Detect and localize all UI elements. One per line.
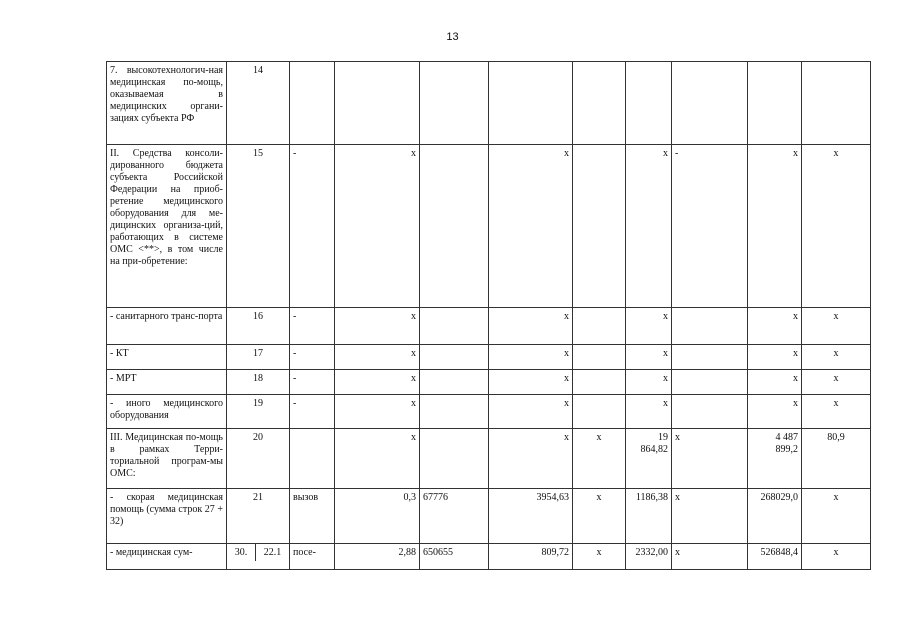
- value-cell-c11: х: [802, 489, 871, 544]
- row-number-cell: 15: [227, 145, 290, 308]
- unit-cell: посе-: [290, 544, 335, 570]
- value-cell-c5: [420, 370, 489, 395]
- value-cell-c6: 809,72: [489, 544, 573, 570]
- table-row: [107, 544, 871, 570]
- value-cell-c5: [420, 308, 489, 345]
- table-row: [107, 489, 871, 544]
- value-cell-c5: 650655: [420, 544, 489, 570]
- financing-table: [106, 61, 871, 570]
- value-cell-c7: х: [573, 489, 626, 544]
- value-cell-c10: х: [748, 345, 802, 370]
- value-cell-c8: 19 864,82: [626, 429, 672, 489]
- table-row: [107, 62, 871, 145]
- value-cell-c9: [672, 395, 748, 429]
- value-cell-c4: х: [335, 345, 420, 370]
- row-description: - КТ: [107, 345, 227, 370]
- value-cell-c6: х: [489, 429, 573, 489]
- row-number: 22.1: [263, 547, 282, 558]
- value-cell-c9: [672, 370, 748, 395]
- value-cell-c7: [573, 395, 626, 429]
- value-cell-c11: х: [802, 345, 871, 370]
- table-row: [107, 145, 871, 308]
- value-cell-c4: 2,88: [335, 544, 420, 570]
- value-cell-c10: 526848,4: [748, 544, 802, 570]
- unit-cell: вызов: [290, 489, 335, 544]
- value-cell-c6: [489, 62, 573, 145]
- value-cell-c4: х: [335, 145, 420, 308]
- value-cell-c9: -: [672, 145, 748, 308]
- value-cell-c8: х: [626, 395, 672, 429]
- value-cell-c7: [573, 145, 626, 308]
- value-cell-c4: х: [335, 308, 420, 345]
- value-cell-c9: [672, 345, 748, 370]
- value-cell-c5: 67776: [420, 489, 489, 544]
- row-subnumber: 30.: [227, 544, 256, 561]
- row-description: II. Средства консоли-дированного бюджета субъекта Российской Федерации на приоб-ретение медицинского оборудования для ме-дицинских организа-ций, работающих в системе ОМС <**>, в том числе на при-обретение:: [107, 145, 227, 308]
- value-cell-c10: 4 487 899,2: [748, 429, 802, 489]
- value-cell-c9: [672, 62, 748, 145]
- value-cell-c4: [335, 62, 420, 145]
- value-cell-c8: х: [626, 308, 672, 345]
- row-description: - МРТ: [107, 370, 227, 395]
- value-cell-c7: [573, 62, 626, 145]
- row-description: - скорая медицинская помощь (сумма строк 27 + 32): [107, 489, 227, 544]
- value-cell-c10: х: [748, 370, 802, 395]
- value-cell-c9: х: [672, 489, 748, 544]
- value-cell-c5: [420, 395, 489, 429]
- value-cell-c6: х: [489, 308, 573, 345]
- row-number-cell: 19: [227, 395, 290, 429]
- value-cell-c11: 80,9: [802, 429, 871, 489]
- row-number-cell: 21: [227, 489, 290, 544]
- table-body: [107, 62, 871, 570]
- value-cell-c11: х: [802, 395, 871, 429]
- value-cell-c8: х: [626, 345, 672, 370]
- value-cell-c10: 268029,0: [748, 489, 802, 544]
- value-cell-c8: 1186,38: [626, 489, 672, 544]
- value-cell-c4: х: [335, 370, 420, 395]
- unit-cell: -: [290, 370, 335, 395]
- value-cell-c5: [420, 145, 489, 308]
- row-number-cell: 20: [227, 429, 290, 489]
- value-cell-c8: х: [626, 145, 672, 308]
- page-number: 13: [446, 31, 459, 43]
- unit-cell: [290, 429, 335, 489]
- value-cell-c8: [626, 62, 672, 145]
- table-row: [107, 345, 871, 370]
- row-description: - медицинская сум-: [107, 544, 227, 570]
- row-description: 7. высокотехнологич-ная медицинская по-мощь, оказываемая в медицинских органи-зациях субъекта РФ: [107, 62, 227, 145]
- row-number-cell: [227, 544, 290, 570]
- row-number-cell: 18: [227, 370, 290, 395]
- value-cell-c11: х: [802, 145, 871, 308]
- value-cell-c4: х: [335, 429, 420, 489]
- value-cell-c10: [748, 62, 802, 145]
- value-cell-c5: [420, 62, 489, 145]
- value-cell-c7: х: [573, 544, 626, 570]
- value-cell-c9: х: [672, 544, 748, 570]
- value-cell-c7: х: [573, 429, 626, 489]
- value-cell-c4: 0,3: [335, 489, 420, 544]
- value-cell-c4: х: [335, 395, 420, 429]
- value-cell-c6: х: [489, 145, 573, 308]
- row-description: - санитарного транс-порта: [107, 308, 227, 345]
- value-cell-c6: х: [489, 345, 573, 370]
- value-cell-c9: [672, 308, 748, 345]
- value-cell-c11: х: [802, 544, 871, 570]
- unit-cell: -: [290, 395, 335, 429]
- value-cell-c5: [420, 345, 489, 370]
- table-row: [107, 429, 871, 489]
- unit-cell: -: [290, 345, 335, 370]
- row-number-cell: 14: [227, 62, 290, 145]
- value-cell-c10: х: [748, 145, 802, 308]
- value-cell-c7: [573, 308, 626, 345]
- table-row: [107, 395, 871, 429]
- value-cell-c5: [420, 429, 489, 489]
- value-cell-c6: х: [489, 395, 573, 429]
- value-cell-c6: х: [489, 370, 573, 395]
- unit-cell: -: [290, 308, 335, 345]
- value-cell-c7: [573, 370, 626, 395]
- value-cell-c6: 3954,63: [489, 489, 573, 544]
- table-row: [107, 370, 871, 395]
- value-cell-c8: х: [626, 370, 672, 395]
- value-cell-c7: [573, 345, 626, 370]
- value-cell-c11: х: [802, 308, 871, 345]
- row-description: III. Медицинская по-мощь в рамках Терри-ториальной програм-мы ОМС:: [107, 429, 227, 489]
- row-description: - иного медицинского оборудования: [107, 395, 227, 429]
- table-row: [107, 308, 871, 345]
- value-cell-c11: х: [802, 370, 871, 395]
- value-cell-c9: х: [672, 429, 748, 489]
- row-number-cell: 17: [227, 345, 290, 370]
- unit-cell: [290, 62, 335, 145]
- value-cell-c10: х: [748, 395, 802, 429]
- value-cell-c8: 2332,00: [626, 544, 672, 570]
- unit-cell: -: [290, 145, 335, 308]
- value-cell-c11: [802, 62, 871, 145]
- value-cell-c10: х: [748, 308, 802, 345]
- row-number-cell: 16: [227, 308, 290, 345]
